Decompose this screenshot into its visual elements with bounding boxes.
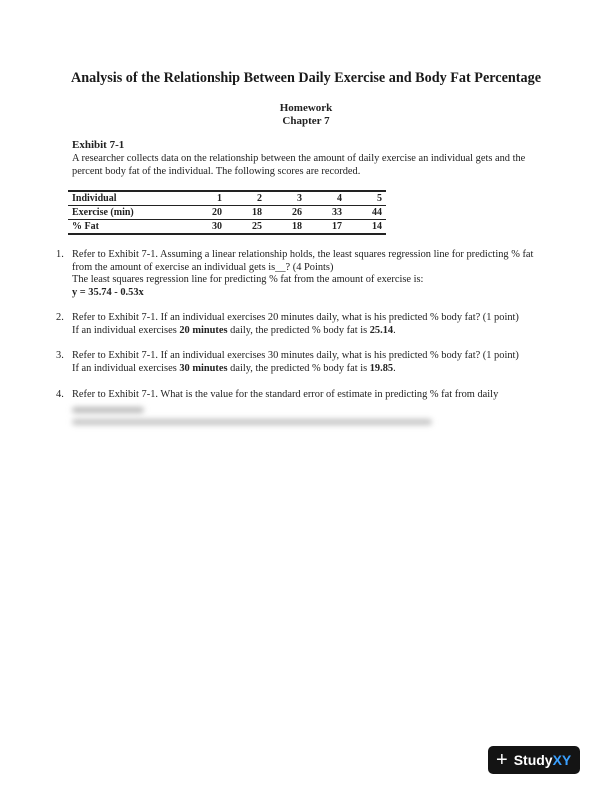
table-cell: 17 <box>306 220 346 235</box>
answer-line <box>72 363 552 376</box>
answer-text: If an individual exercises <box>72 362 180 374</box>
table-cell: 33 <box>306 206 346 220</box>
question-text: Refer to Exhibit 7-1. If an individual exercises 30 minutes daily, what is his predicted % body fat? (1 point) <box>72 350 519 361</box>
question-text: Refer to Exhibit 7-1. Assuming a linear relationship holds, the least squares regression line for predicting % fat from the amount of exercise an individual gets is__? (4 Points) <box>72 249 534 273</box>
badge-word-xy: XY <box>552 752 572 768</box>
answer-value: 25.14 <box>369 324 394 336</box>
answer-line <box>72 325 552 338</box>
table-cell: 25 <box>226 220 266 235</box>
question-4 <box>56 389 552 402</box>
data-table <box>68 190 386 235</box>
table-cell: 4 <box>306 191 346 206</box>
row-label: % Fat <box>68 220 186 235</box>
table-row <box>68 206 386 220</box>
plus-icon: + <box>496 749 508 771</box>
answer-equation: y = 35.74 - 0.53x <box>72 286 144 298</box>
table-cell: 18 <box>226 206 266 220</box>
answer-text: daily, the predicted % body fat is <box>227 362 370 374</box>
table-row <box>68 220 386 235</box>
blurred-content <box>68 405 448 429</box>
table-cell: 30 <box>186 220 226 235</box>
table-cell: 44 <box>346 206 386 220</box>
question-number: 2. <box>56 312 64 323</box>
table-cell: 1 <box>186 191 226 206</box>
row-label: Exercise (min) <box>68 206 186 220</box>
question-number: 3. <box>56 350 64 361</box>
answer-text: . <box>393 324 396 336</box>
table-cell: 18 <box>266 220 306 235</box>
answer-bold: 20 minutes <box>179 324 228 336</box>
page-title: Analysis of the Relationship Between Daily Exercise and Body Fat Percentage <box>70 70 541 86</box>
table-cell: 14 <box>346 220 386 235</box>
table-cell: 3 <box>266 191 306 206</box>
question-text: Refer to Exhibit 7-1. What is the value for the standard error of estimate in predicting % fat from daily <box>72 389 499 400</box>
chapter-label: Chapter 7 <box>282 115 330 127</box>
answer-text: daily, the predicted % body fat is <box>227 324 370 336</box>
row-label: Individual <box>68 191 186 206</box>
table-cell: 20 <box>186 206 226 220</box>
question-3 <box>56 350 552 375</box>
answer-text: . <box>393 362 396 374</box>
answer-value: 19.85 <box>369 362 394 374</box>
studyxy-badge[interactable] <box>488 746 580 774</box>
answer-text: If an individual exercises <box>72 324 180 336</box>
table-cell: 5 <box>346 191 386 206</box>
table-cell: 26 <box>266 206 306 220</box>
question-number: 4. <box>56 389 64 400</box>
homework-label: Homework <box>279 102 333 114</box>
question-2 <box>56 312 552 337</box>
exhibit-title: Exhibit 7-1 <box>72 139 125 151</box>
table-row <box>68 191 386 206</box>
table-cell: 2 <box>226 191 266 206</box>
exhibit-description: A researcher collects data on the relationship between the amount of daily exercise an individual gets and the percent body fat of the individual. The following scores are recorded. <box>72 153 526 177</box>
badge-word-study: Study <box>513 752 553 768</box>
answer-text: The least squares regression line for predicting % fat from the amount of exercise is: <box>72 274 424 285</box>
question-number: 1. <box>56 249 64 260</box>
question-1 <box>56 249 552 299</box>
answer-bold: 30 minutes <box>179 362 228 374</box>
question-text: Refer to Exhibit 7-1. If an individual exercises 20 minutes daily, what is his predicted % body fat? (1 point) <box>72 312 519 323</box>
